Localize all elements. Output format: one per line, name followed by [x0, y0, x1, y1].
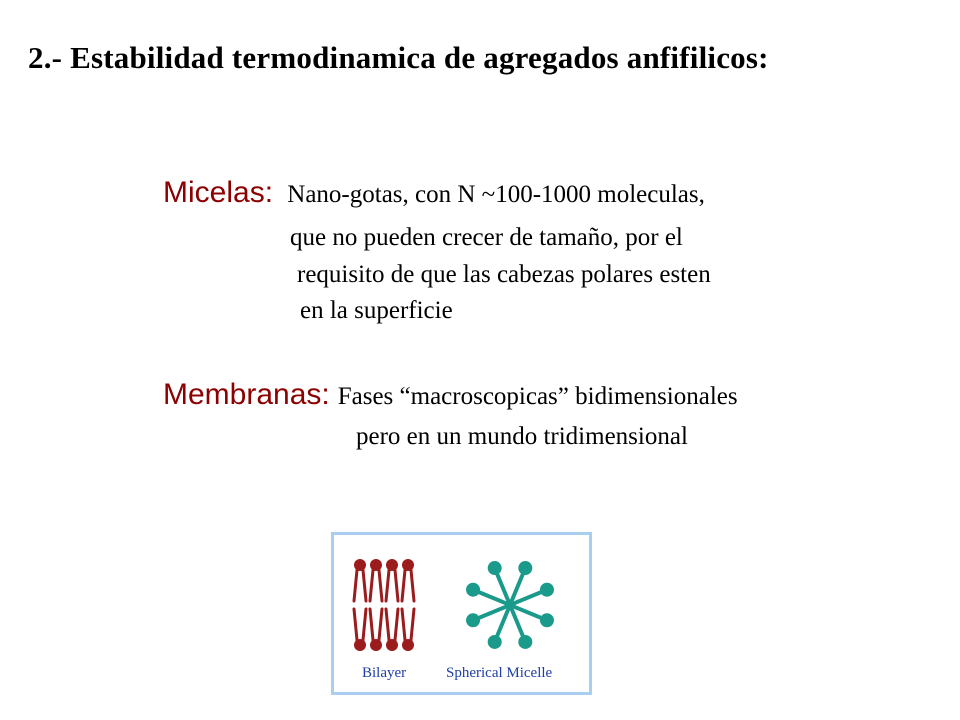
membranas-line-1	[163, 378, 738, 412]
micelle-head	[488, 561, 502, 575]
micelle-head	[466, 613, 480, 627]
micelle-tail	[479, 607, 506, 618]
micelas-term: Micelas:	[163, 176, 274, 209]
spherical-micelle-label: Spherical Micelle	[446, 665, 553, 681]
micelas-line-3: requisito de que las cabezas polares esten	[297, 261, 711, 288]
micelle-head	[518, 635, 532, 649]
micelle-tail	[479, 592, 506, 603]
bilayer-top-tail	[386, 570, 398, 601]
slide-title: 2.- Estabilidad termodinamica de agregados anfifilicos:	[28, 40, 769, 75]
bilayer-label: Bilayer	[362, 665, 407, 681]
micelle-core	[506, 601, 514, 609]
amphiphile-figure	[331, 532, 592, 695]
membranas-term: Membranas:	[163, 378, 330, 411]
micelas-line-2: que no pueden crecer de tamaño, por el	[290, 224, 683, 251]
bilayer-bottom-tail	[386, 609, 398, 640]
bilayer-bottom-tail	[402, 609, 414, 640]
membranas-text-1: Fases “macroscopicas” bidimensionales	[337, 383, 738, 410]
bilayer-top-tail	[354, 570, 366, 601]
micelle-tail	[515, 607, 542, 618]
micelas-line-1	[163, 176, 705, 210]
micelle-head	[518, 561, 532, 575]
bilayer-illustration	[354, 559, 414, 651]
micelle-head	[466, 583, 480, 597]
bilayer-bottom-tail	[354, 609, 366, 640]
micelas-text-1: Nano-gotas, con N ~100-1000 moleculas,	[281, 181, 705, 208]
spherical-micelle-illustration	[466, 561, 554, 649]
micelle-tail	[512, 610, 523, 637]
bilayer-bottom-tail	[370, 609, 382, 640]
micelle-head	[540, 613, 554, 627]
membranas-line-2: pero en un mundo tridimensional	[356, 423, 688, 450]
micelle-tail	[515, 592, 542, 603]
micelle-tail	[497, 574, 508, 601]
micelas-line-4: en la superficie	[300, 297, 453, 324]
micelle-head	[540, 583, 554, 597]
bilayer-top-tail	[402, 570, 414, 601]
bilayer-top-tail	[370, 570, 382, 601]
micelle-head	[488, 635, 502, 649]
micelle-tail	[512, 574, 523, 601]
micelle-tail	[497, 610, 508, 637]
